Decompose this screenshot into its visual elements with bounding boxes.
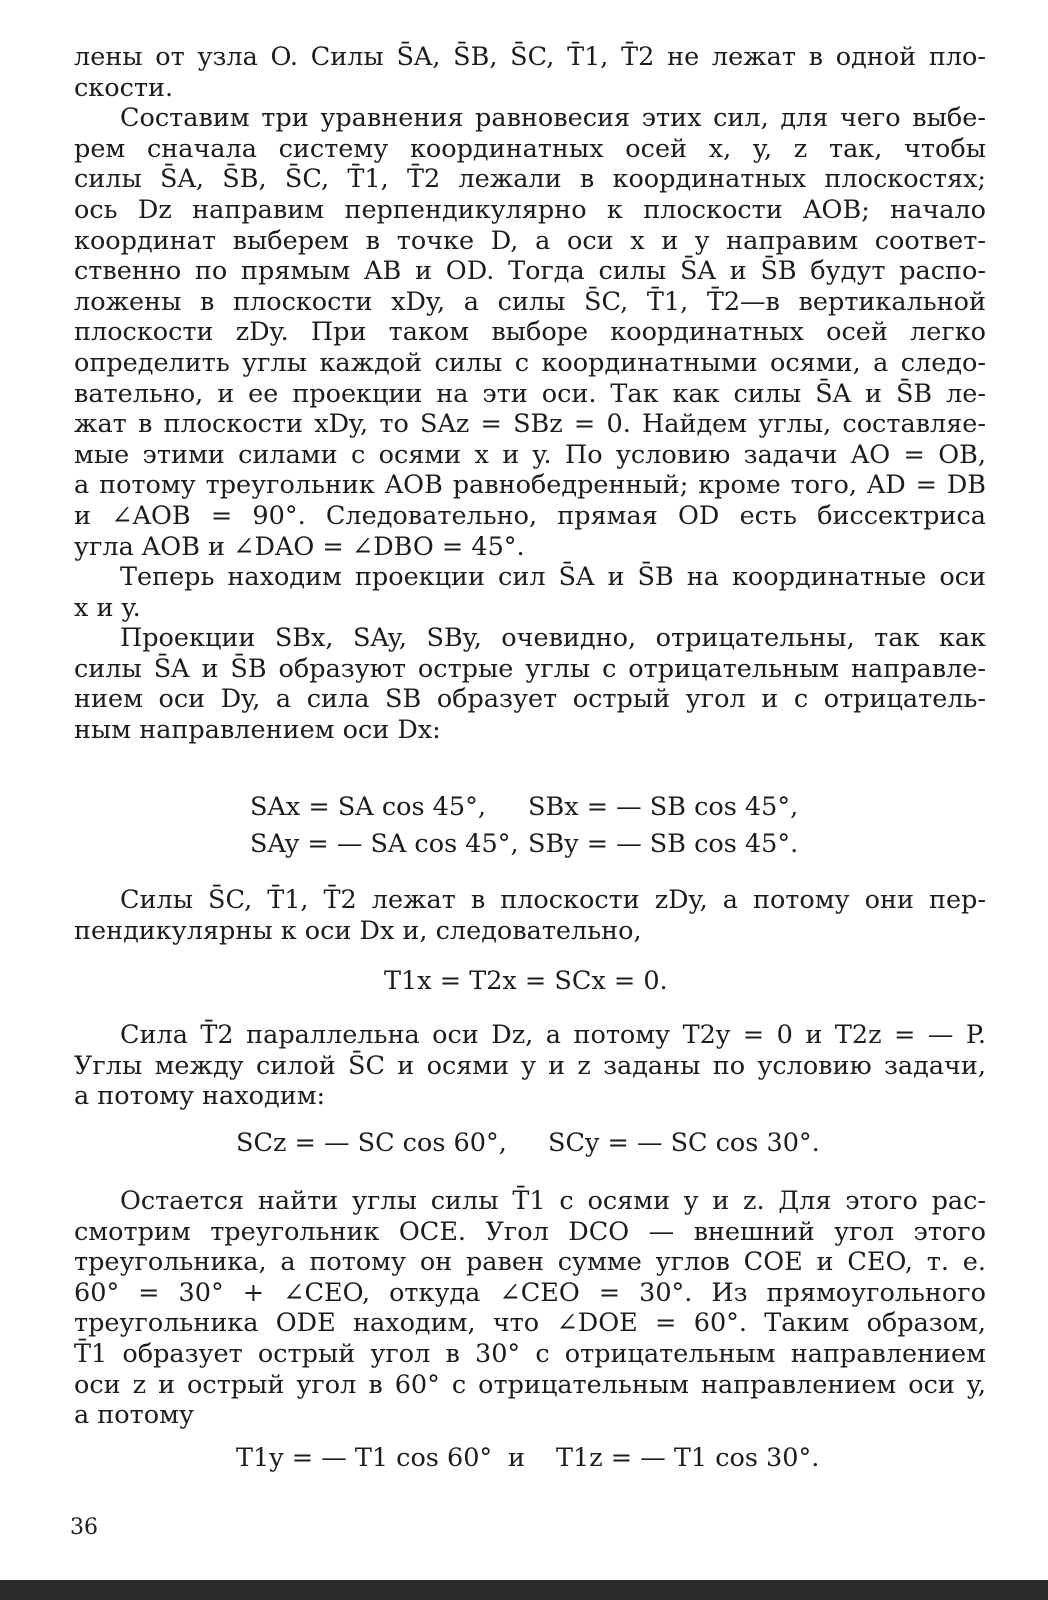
text-line: 60° = 30° + ∠CEO, откуда ∠CEO = 30°. Из прямоугольного <box>74 1277 986 1308</box>
text-line: а потому треугольник AOB равнобедренный; кроме того, AD = DB <box>74 470 986 501</box>
text-line: а потому находим: <box>74 1081 326 1112</box>
equation: T1x = T2x = SCx = 0. <box>384 966 668 996</box>
text-line: треугольника ODE находим, что ∠DOE = 60°. Таким образом, <box>74 1308 986 1339</box>
text-line: Остается найти углы силы T̄1 с осями y и z. Для этого рас- <box>120 1186 986 1216</box>
text-line: Сила T̄2 параллельна оси Dz, а потому T2y = 0 и T2z = — P. <box>120 1020 986 1050</box>
text-line: рем сначала систему координатных осей x, y, z так, чтобы <box>74 133 986 164</box>
equation: SCz = — SC cos 60°, <box>236 1128 507 1158</box>
equation: T1z = — T1 cos 30°. <box>556 1443 820 1473</box>
page-number: 36 <box>70 1515 98 1540</box>
text-line: мые этими силами с осями x и y. По условию задачи AO = OB, <box>74 439 986 470</box>
paragraph-4 <box>74 1186 986 1431</box>
equation: SAy = — SA cos 45°, <box>250 829 519 859</box>
text-line: координат выберем в точке D, а оси x и y направим соответ- <box>74 225 986 256</box>
text-line: силы S̄A и S̄B образуют острые углы с отрицательным направле- <box>74 653 986 684</box>
equation: и <box>508 1443 525 1473</box>
text-line: а потому <box>74 1400 194 1431</box>
equation: SBx = — SB cos 45°, <box>528 792 799 822</box>
text-line: треугольника, а потому он равен сумме углов COE и CEO, т. е. <box>74 1247 986 1278</box>
text-line: жат в плоскости xDy, то SAz = SBz = 0. Найдем углы, составляе- <box>74 409 986 440</box>
text-line: и ∠AOB = 90°. Следовательно, прямая OD есть биссектриса <box>74 500 986 531</box>
text-line: ственно по прямым AB и OD. Тогда силы S̄A и S̄B будут распо- <box>74 256 986 287</box>
text-line: пендикулярны к оси Dx и, следовательно, <box>74 915 642 946</box>
text-line: Проекции SBx, SAy, SBy, очевидно, отрицательны, так как <box>120 623 986 654</box>
equation: SCy = — SC cos 30°. <box>548 1128 820 1158</box>
equation: SAx = SA cos 45°, <box>250 792 486 822</box>
text-line: оси z и острый угол в 60° с отрицательным направлением оси y, <box>74 1369 986 1400</box>
paragraph-1 <box>74 42 986 746</box>
text-line: Силы S̄C, T̄1, T̄2 лежат в плоскости zDy, а потому они пер- <box>120 885 986 915</box>
text-line: угла AOB и ∠DAO = ∠DBO = 45°. <box>74 531 525 562</box>
paragraph-3 <box>74 1020 986 1112</box>
text-line: плоскости zDy. При таком выборе координатных осей легко <box>74 317 986 348</box>
equation: T1y = — T1 cos 60° <box>236 1443 493 1473</box>
text-line: нием оси Dy, а сила SB образует острый угол и с отрицатель- <box>74 684 986 715</box>
text-line: определить углы каждой силы с координатными осями, а следо- <box>74 347 986 378</box>
text-line: смотрим треугольник OCE. Угол DCO — внешний угол этого <box>74 1216 986 1247</box>
text-line: лены от узла O. Силы S̄A, S̄B, S̄C, T̄1, T̄2 не лежат в одной пло- <box>74 42 986 72</box>
text-line: ложены в плоскости xDy, а силы S̄C, T̄1, T̄2—в вертикальной <box>74 286 986 317</box>
equation: SBy = — SB cos 45°. <box>528 829 799 859</box>
text-line: Теперь находим проекции сил S̄A и S̄B на координатные оси <box>120 562 986 593</box>
text-line: x и y. <box>74 592 141 623</box>
text-line: Углы между силой S̄C и осями y и z заданы по условию задачи, <box>74 1050 986 1081</box>
text-line: силы S̄A, S̄B, S̄C, T̄1, T̄2 лежали в координатных плоскостях; <box>74 164 986 195</box>
scan-edge-bar <box>0 1580 1048 1600</box>
paragraph-2 <box>74 885 986 946</box>
text-line: T̄1 образует острый угол в 30° с отрицательным направлением <box>74 1338 986 1369</box>
text-line: ось Dz направим перпендикулярно к плоскости AOB; начало <box>74 194 986 225</box>
text-line: вательно, и ее проекции на эти оси. Так как силы S̄A и S̄B ле- <box>74 378 986 409</box>
text-line: Составим три уравнения равновесия этих сил, для чего выбе- <box>120 103 986 134</box>
text-line: ным направлением оси Dx: <box>74 715 441 746</box>
text-line: скости. <box>74 72 174 103</box>
